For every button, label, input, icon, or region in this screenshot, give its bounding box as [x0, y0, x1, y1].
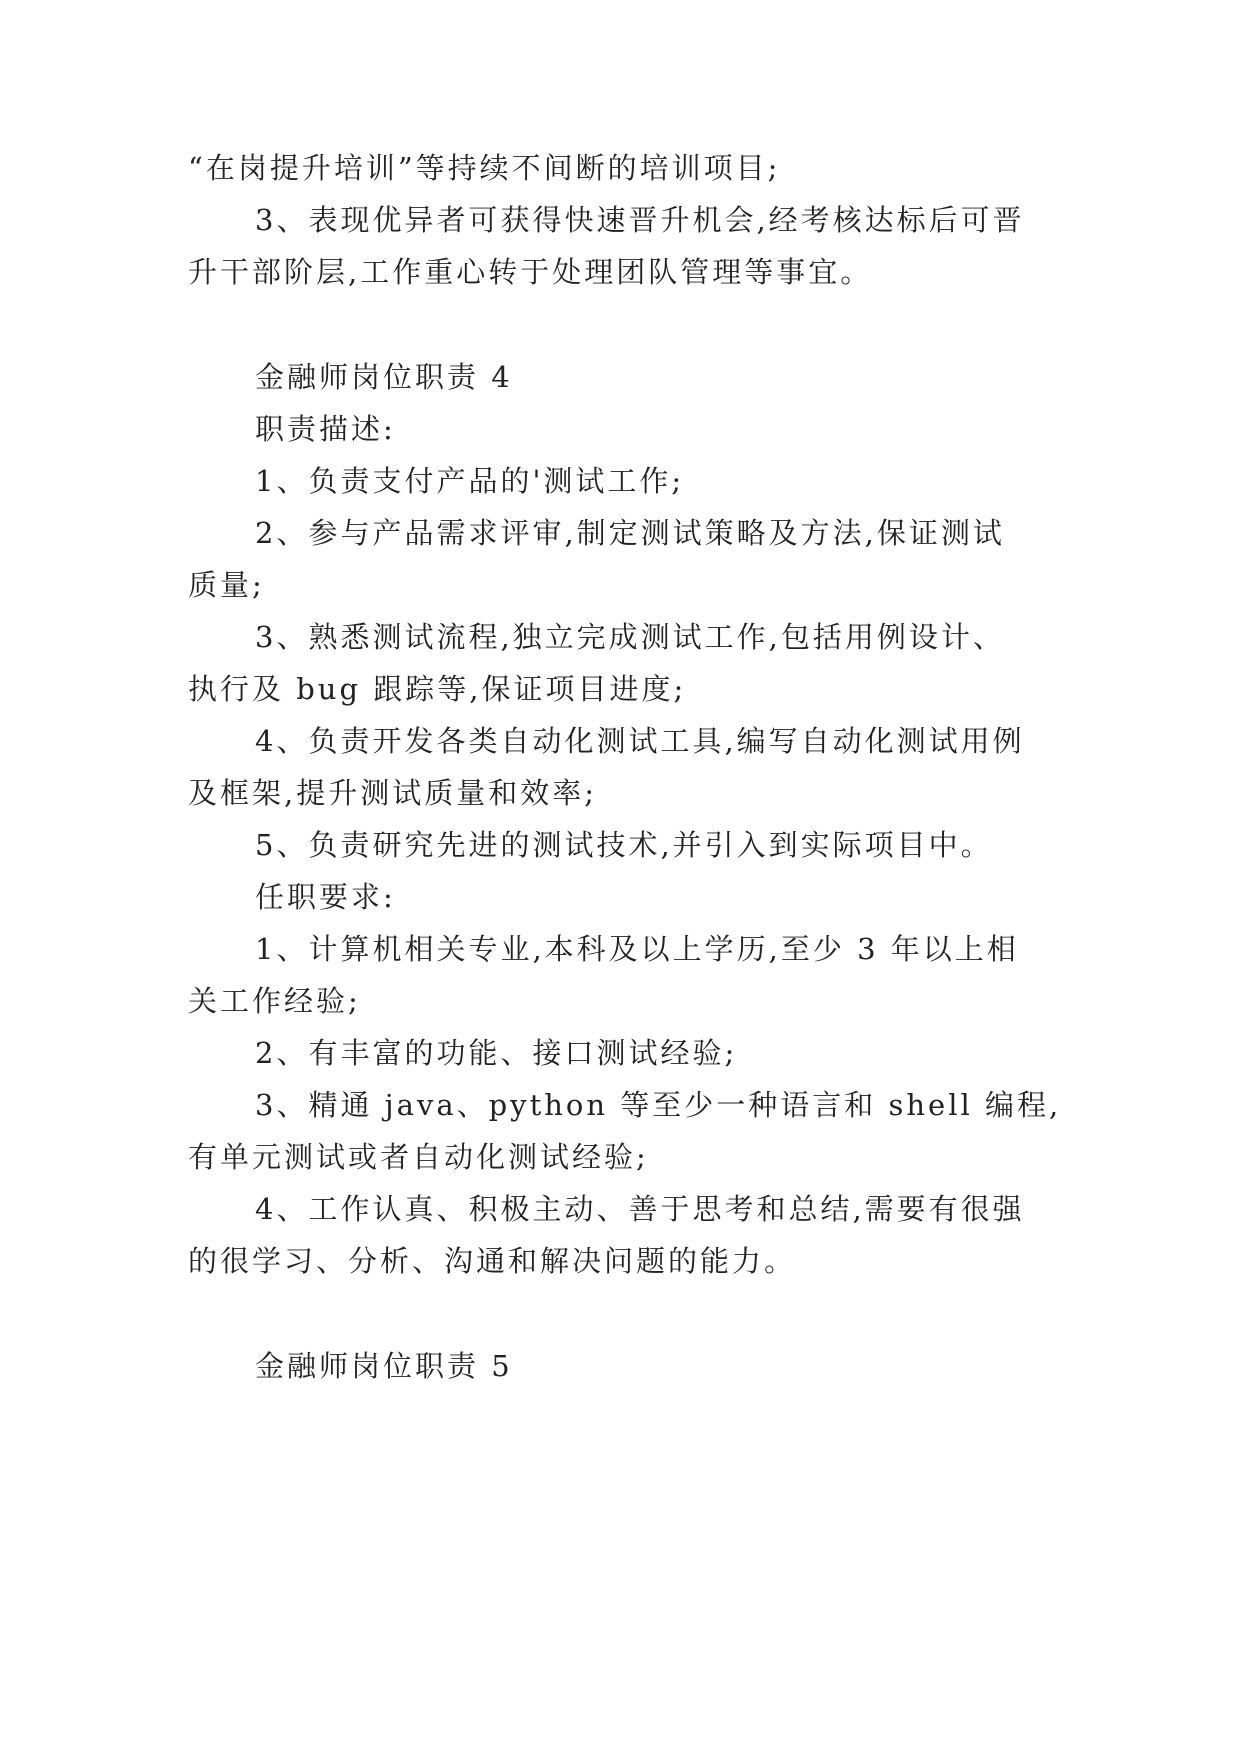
text-line: 1、计算机相关专业,本科及以上学历,至少 3 年以上相 [255, 932, 1019, 966]
subheading: 任职要求: [255, 880, 396, 914]
text-line: 3、精通 java、python 等至少一种语言和 shell 编程, [255, 1088, 1062, 1122]
subheading: 职责描述: [255, 412, 396, 446]
text-line: 的很学习、分析、沟通和解决问题的能力。 [188, 1244, 797, 1278]
text-line: 4、工作认真、积极主动、善于思考和总结,需要有很强 [255, 1192, 1025, 1226]
text-line: 3、表现优异者可获得快速晋升机会,经考核达标后可晋 [255, 203, 1025, 237]
text-line: 有单元测试或者自动化测试经验; [188, 1140, 649, 1174]
text-line: 升干部阶层,工作重心转于处理团队管理等事宜。 [188, 255, 873, 289]
text-line: “在岗提升培训”等持续不间断的培训项目; [188, 151, 781, 185]
section-heading: 金融师岗位职责 5 [255, 1349, 513, 1383]
text-line: 2、有丰富的功能、接口测试经验; [255, 1036, 738, 1070]
text-line: 2、参与产品需求评审,制定测试策略及方法,保证测试 [255, 516, 1005, 550]
text-line: 3、熟悉测试流程,独立完成测试工作,包括用例设计、 [255, 620, 1005, 654]
text-line: 执行及 bug 跟踪等,保证项目进度; [188, 672, 687, 706]
text-line: 1、负责支付产品的'测试工作; [255, 464, 685, 498]
text-line: 关工作经验; [188, 984, 361, 1018]
section-heading: 金融师岗位职责 4 [255, 360, 513, 394]
text-line: 5、负责研究先进的测试技术,并引入到实际项目中。 [255, 828, 993, 862]
text-line: 4、负责开发各类自动化测试工具,编写自动化测试用例 [255, 724, 1025, 758]
text-line: 及框架,提升测试质量和效率; [188, 776, 597, 810]
text-line: 质量; [188, 568, 265, 602]
